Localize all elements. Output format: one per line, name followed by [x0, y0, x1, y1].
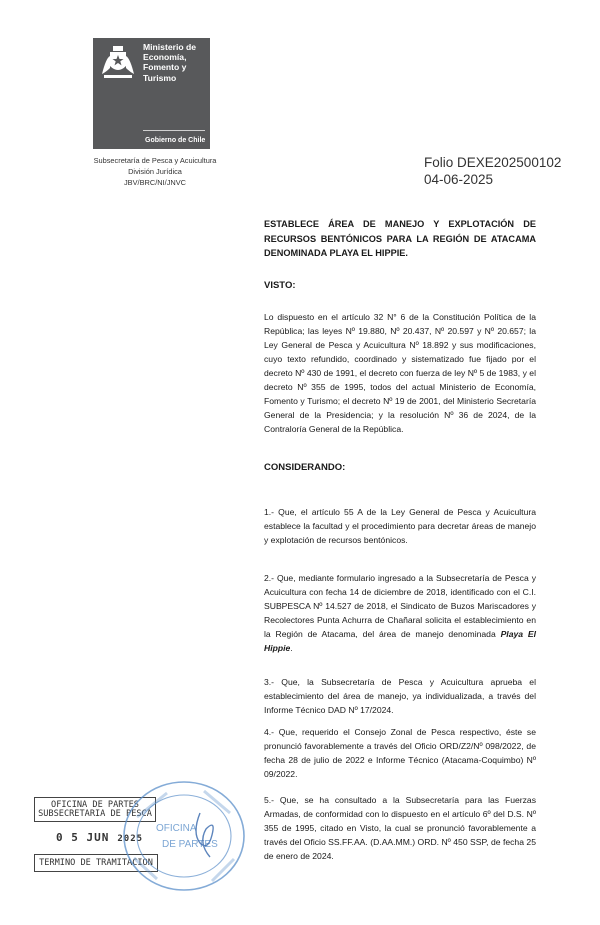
svg-text:OFICINA: OFICINA	[156, 823, 197, 834]
government-label: Gobierno de Chile	[145, 137, 206, 144]
visto-paragraph: Lo dispuesto en el artículo 32 N° 6 de la Constitución Política de la República; las leyes Nº 19.880, Nº 20.437, Nº 20.597 y Nº 20.657; la Ley General de Pesca y Acuicultura Nº 18.892 y sus modificaciones, cuyo texto refundido, coordinado y sistematizado fue fijado por el decreto Nº 430 de 1991, el decreto con fuerza de ley Nº 5 de 1983, y el decreto Nº 355 de 1995, todos del actual Ministerio de Economía, Fomento y Turismo; el decreto Nº 19 de 2001, del Ministerio Secretaría General de la Presidencia; y la resolución Nº 36 de 2024, de la Contraloría General de la República.	[264, 312, 536, 434]
visto-heading: VISTO:	[264, 280, 296, 291]
ministry-name: Ministerio de Economía, Fomento y Turismo	[143, 42, 197, 83]
ministry-logo	[93, 38, 210, 149]
folio-date: 04-06-2025	[424, 172, 494, 187]
office-reference	[80, 155, 230, 188]
considerando-paragraph-4: 4.- Que, requerido el Consejo Zonal de Pesca respectivo, éste se pronunció favorablemente a través del Oficio ORD/Z2/Nº 098/2022, de fecha 28 de julio de 2022 e Informe Técnico (Atacama-Coquimbo) Nº 09/2022.	[264, 727, 536, 779]
svg-text:DE PARTES: DE PARTES	[162, 839, 218, 850]
stamp-date: 0 5 JUN 2025	[56, 831, 144, 844]
considerando-paragraph-5: 5.- Que, se ha consultado a la Subsecretaría para las Fuerzas Armadas, de conformidad con lo dispuesto en el artículo 6º del D.S. Nº 355 de 1995, citado en Visto, la cual se pronunció favorablemente a través del Oficio SS.FF.AA. (D.AA.MM.) ORD. Nº 450 SSP, de fecha 25 de enero de 2024.	[264, 795, 536, 861]
chile-coat-of-arms-icon	[98, 44, 138, 80]
subsecretaria-line: Subsecretaría de Pesca y Acuicultura	[93, 156, 217, 165]
logo-divider	[143, 130, 205, 131]
initials-line: JBV/BRC/NI/JNVC	[123, 178, 186, 187]
area-name: Playa El Hippie	[264, 629, 536, 653]
considerando-heading: CONSIDERANDO:	[264, 462, 346, 473]
considerando-paragraph-1: 1.- Que, el artículo 55 A de la Ley General de Pesca y Acuicultura establece la facultad y el procedimiento para decretar áreas de manejo y explotación de recursos bentónicos.	[264, 507, 536, 545]
official-seal-icon	[112, 773, 252, 898]
stamp-office: OFICINA DE PARTES	[34, 797, 156, 810]
stamp-subsecretaria: SUBSECRETARIA DE PESCA	[34, 809, 156, 822]
document-title: ESTABLECE ÁREA DE MANEJO Y EXPLOTACIÓN DE RECURSOS BENTÓNICOS PARA LA REGIÓN DE ATACAMA DENOMINADA PLAYA EL HIPPIE.	[264, 219, 536, 258]
considerando-paragraph-3: 3.- Que, la Subsecretaría de Pesca y Acuicultura aprueba el establecimiento del área de manejo, ya individualizada, a través del Informe Técnico DAD Nº 17/2024.	[264, 677, 536, 715]
folio-number: Folio DEXE202500102	[424, 155, 562, 170]
folio-block	[424, 154, 561, 188]
considerando-paragraph-2: 2.- Que, mediante formulario ingresado a la Subsecretaría de Pesca y Acuicultura con fecha 14 de diciembre de 2018, identificado con el C.I. SUBPESCA Nº 14.527 de 2018, el Sindicato de Buzos Mariscadores y Recolectores Punta Achurra de Chañaral solicita el establecimiento en la Región de Atacama, del área de manejo denominada Playa El Hippie.	[264, 573, 536, 653]
division-line: División Jurídica	[128, 167, 182, 176]
stamp-status: TERMINO DE TRAMITACION	[34, 854, 158, 872]
